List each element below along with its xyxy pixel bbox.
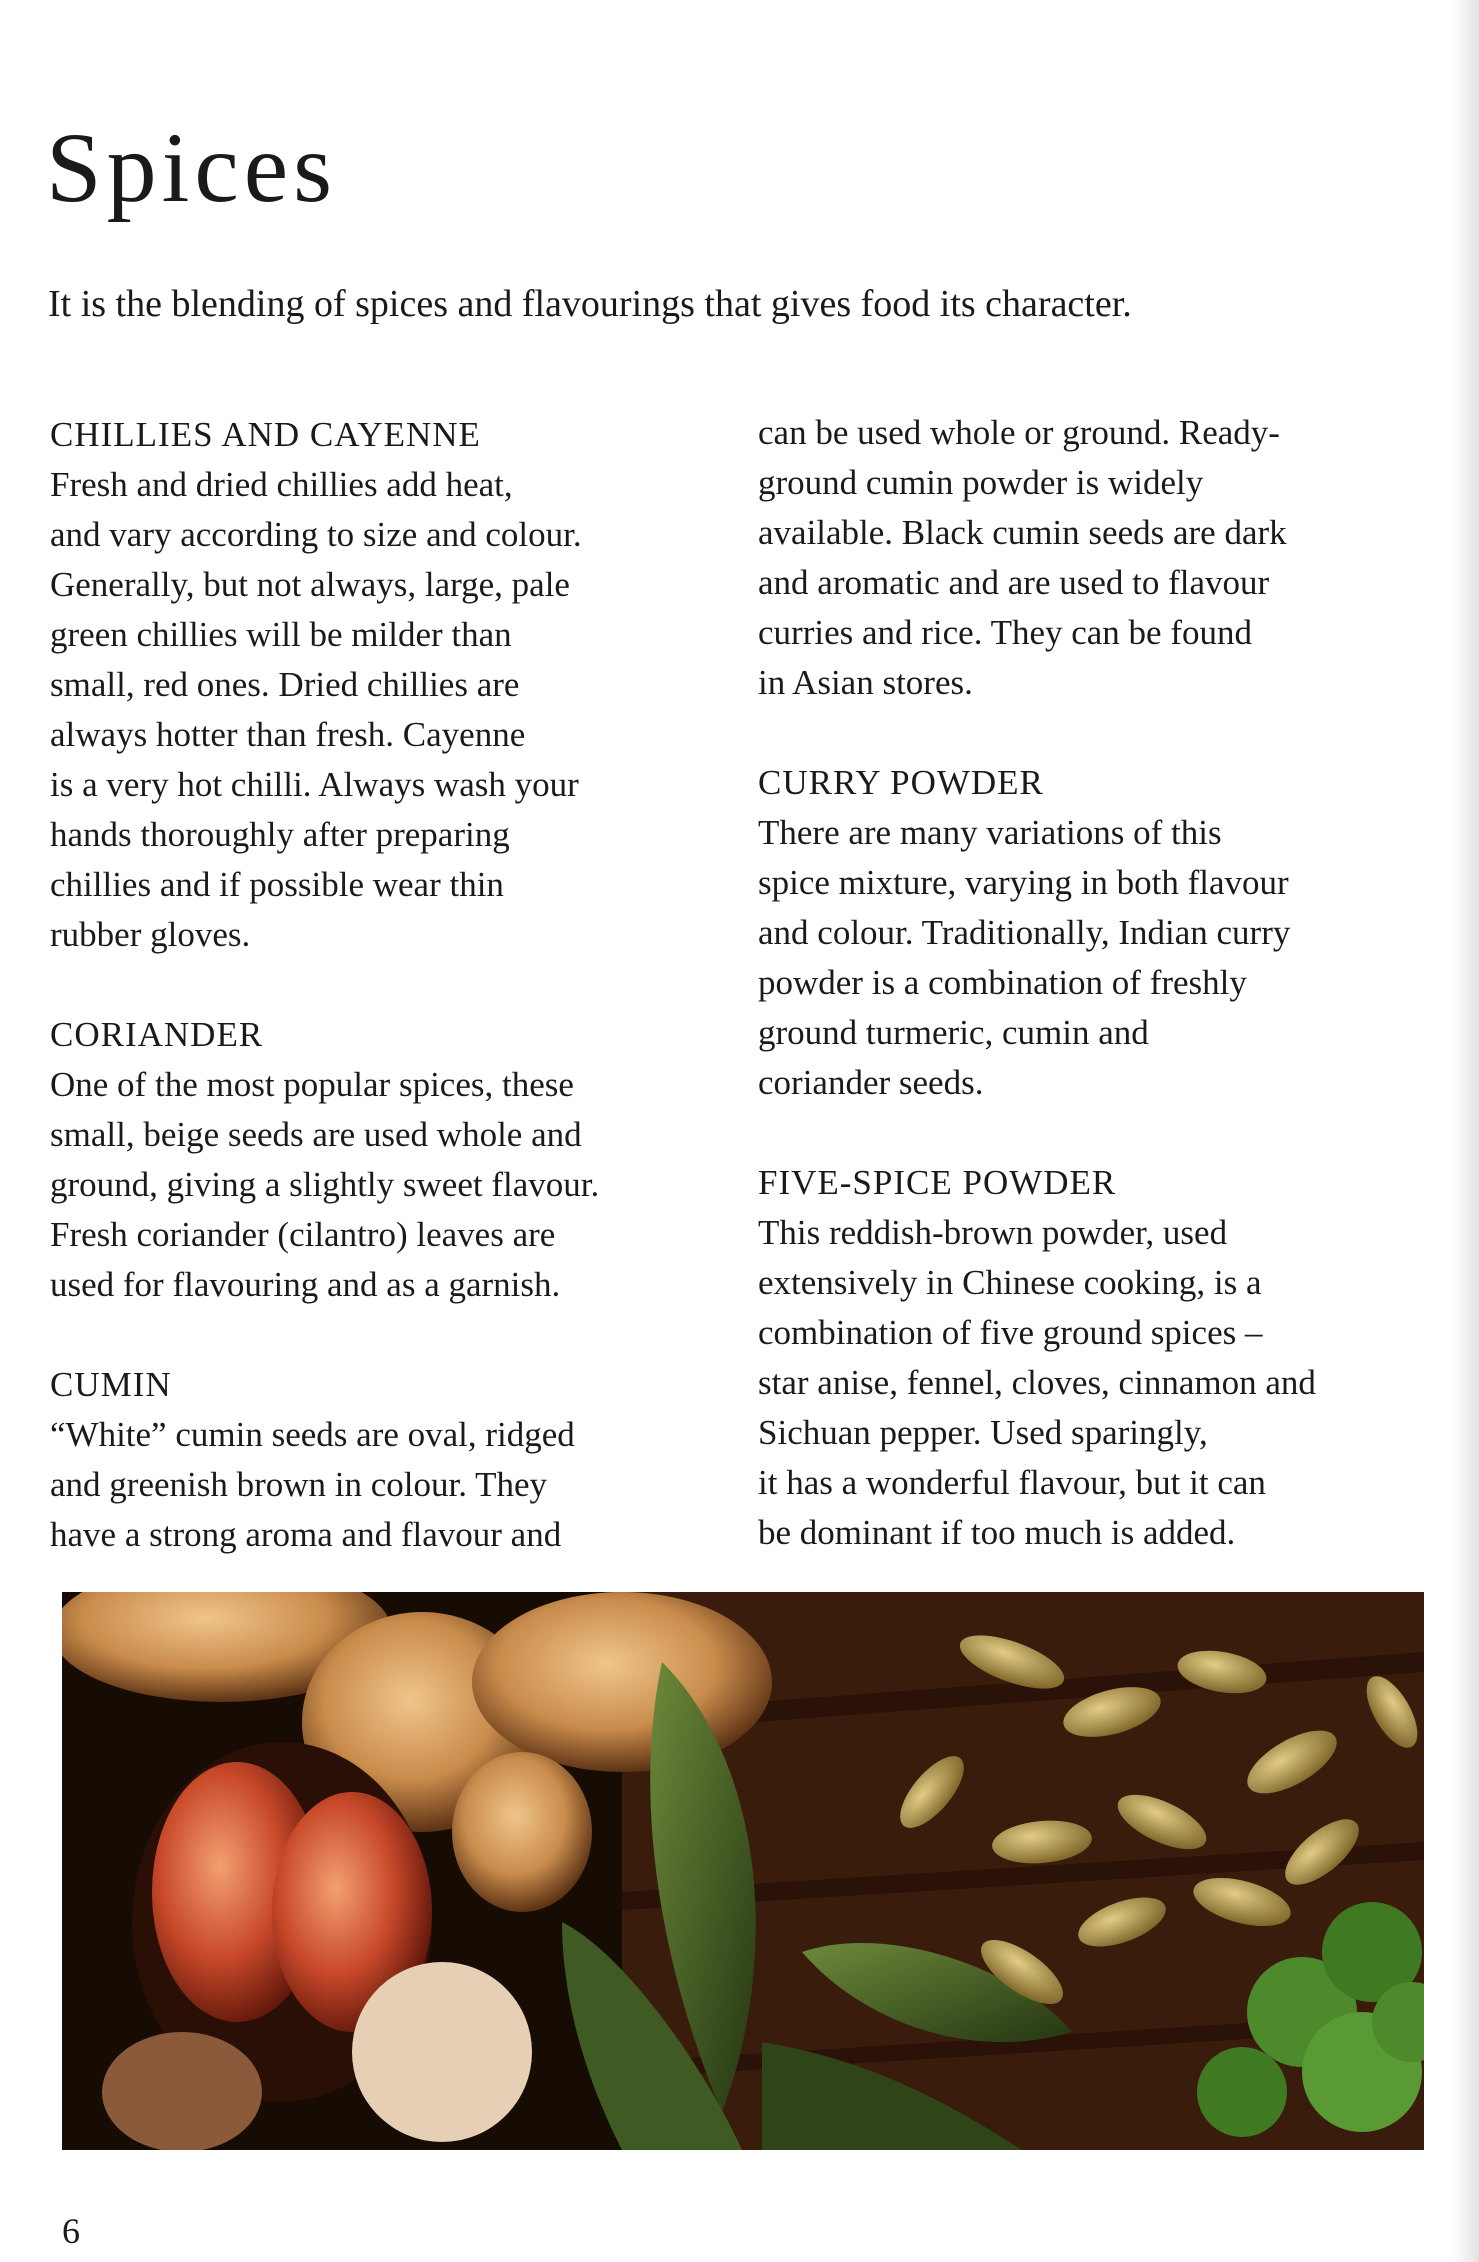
section-heading: CHILLIES AND CAYENNE — [50, 415, 481, 454]
page-number: 6 — [62, 2211, 80, 2251]
section-heading: CORIANDER — [50, 1015, 264, 1054]
section-text-line: used for flavouring and as a garnish. — [50, 1265, 561, 1304]
section-text-line: small, beige seeds are used whole and — [50, 1115, 582, 1154]
section-cumin — [50, 1360, 700, 1560]
section-text-line: small, red ones. Dried chillies are — [50, 665, 520, 704]
section-text-line: rubber gloves. — [50, 915, 251, 954]
spices-photo-icon — [62, 1592, 1424, 2150]
section-text-line: always hotter than fresh. Cayenne — [50, 715, 526, 754]
section-text-line: and aromatic and are used to flavour — [758, 563, 1270, 602]
page-edge-shadow — [1453, 0, 1479, 2262]
section-heading: CUMIN — [50, 1365, 172, 1404]
section-cumin-continued — [758, 408, 1418, 708]
section-text-line: Fresh and dried chillies add heat, — [50, 465, 513, 504]
section-text-line: ground cumin powder is widely — [758, 463, 1204, 502]
section-text-line: star anise, fennel, cloves, cinnamon and — [758, 1363, 1316, 1402]
section-text-line: spice mixture, varying in both flavour — [758, 863, 1289, 902]
section-coriander — [50, 1010, 700, 1310]
right-column — [758, 408, 1418, 1558]
page-title: Spices — [46, 112, 338, 223]
section-text-line: One of the most popular spices, these — [50, 1065, 574, 1104]
section-text-line: Generally, but not always, large, pale — [50, 565, 570, 604]
section-five-spice-powder — [758, 1158, 1418, 1558]
section-text-line: can be used whole or ground. Ready- — [758, 413, 1280, 452]
section-chillies-and-cayenne — [50, 410, 700, 960]
section-text-line: and greenish brown in colour. They — [50, 1465, 548, 1504]
left-column — [50, 410, 700, 1560]
section-text-line: hands thoroughly after preparing — [50, 815, 510, 854]
section-text-line: ground, giving a slightly sweet flavour. — [50, 1165, 600, 1204]
section-text-line: extensively in Chinese cooking, is a — [758, 1263, 1262, 1302]
section-text-line: be dominant if too much is added. — [758, 1513, 1236, 1552]
section-text-line: have a strong aroma and flavour and — [50, 1515, 562, 1554]
section-text-line: ground turmeric, cumin and — [758, 1013, 1149, 1052]
section-text-line: curries and rice. They can be found — [758, 613, 1252, 652]
section-text-line: This reddish-brown powder, used — [758, 1213, 1228, 1252]
section-text-line: green chillies will be milder than — [50, 615, 512, 654]
section-text-line: There are many variations of this — [758, 813, 1222, 852]
spices-photo — [62, 1592, 1424, 2150]
section-heading: CURRY POWDER — [758, 763, 1044, 802]
section-text-line: “White” cumin seeds are oval, ridged — [50, 1415, 575, 1454]
section-text-line: chillies and if possible wear thin — [50, 865, 504, 904]
section-text-line: available. Black cumin seeds are dark — [758, 513, 1287, 552]
section-text-line: it has a wonderful flavour, but it can — [758, 1463, 1266, 1502]
section-text-line: coriander seeds. — [758, 1063, 984, 1102]
section-text-line: powder is a combination of freshly — [758, 963, 1247, 1002]
section-heading: FIVE-SPICE POWDER — [758, 1163, 1117, 1202]
section-text-line: and colour. Traditionally, Indian curry — [758, 913, 1291, 952]
intro-text: It is the blending of spices and flavourings that gives food its character. — [48, 283, 1132, 325]
section-text-line: combination of five ground spices – — [758, 1313, 1263, 1352]
section-curry-powder — [758, 758, 1418, 1108]
section-text-line: in Asian stores. — [758, 663, 973, 702]
section-text-line: Fresh coriander (cilantro) leaves are — [50, 1215, 556, 1254]
section-text-line: and vary according to size and colour. — [50, 515, 582, 554]
section-text-line: Sichuan pepper. Used sparingly, — [758, 1413, 1208, 1452]
section-text-line: is a very hot chilli. Always wash your — [50, 765, 579, 804]
